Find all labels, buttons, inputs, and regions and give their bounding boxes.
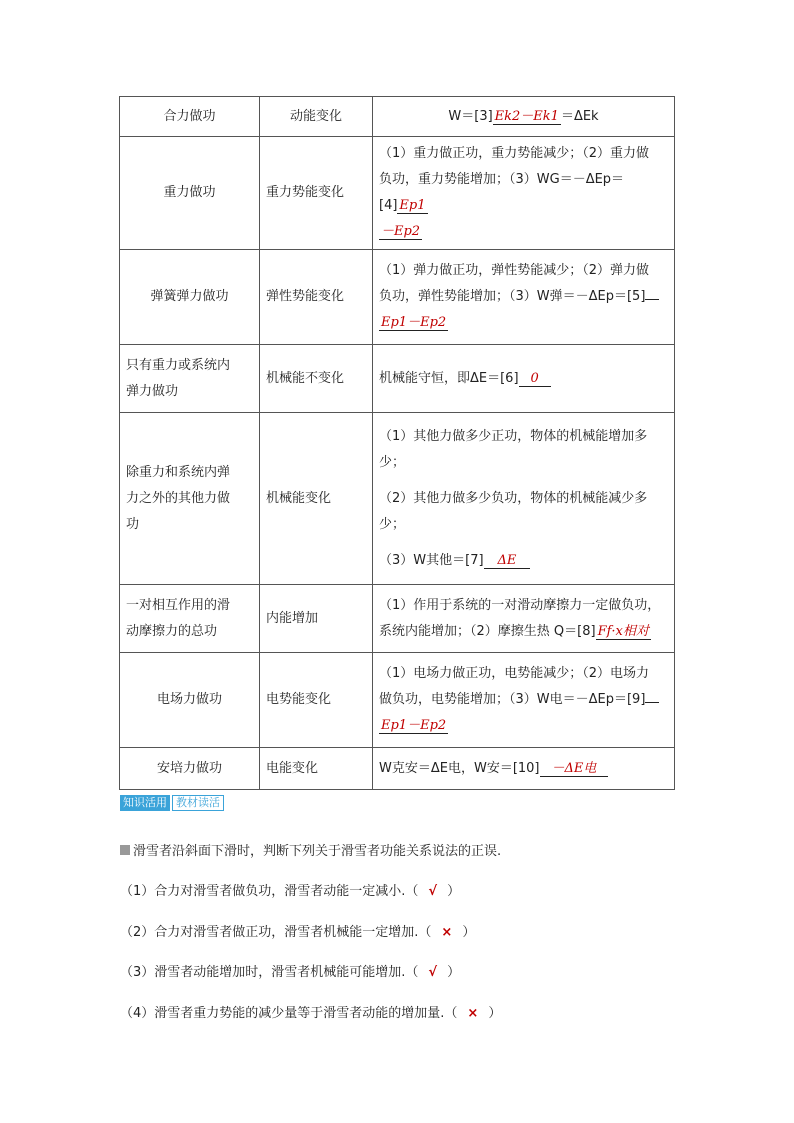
change-cell: 机械能变化 bbox=[260, 413, 373, 585]
answer-blank: －ΔE电 bbox=[540, 761, 609, 777]
relation-cell: （1）重力做正功，重力势能减少；（2）重力做 负功，重力势能增加；（3）WG＝－ΔEp＝[4] Ep1 －Ep2 bbox=[373, 137, 675, 250]
force-cell: 电场力做功 bbox=[120, 653, 260, 748]
list-item: （2）合力对滑雪者做正功，滑雪者机械能一定增加.（ × ） bbox=[120, 925, 476, 940]
answer-blank: Ep1－Ep2 bbox=[381, 315, 447, 330]
answer-blank: Ff·x相对 bbox=[597, 623, 649, 639]
list-item: （3）滑雪者动能增加时，滑雪者机械能可能增加.（ √ ） bbox=[120, 965, 461, 980]
table-row bbox=[120, 250, 675, 345]
question-stem: 滑雪者沿斜面下滑时，判断下列关于滑雪者功能关系说法的正误. bbox=[120, 842, 501, 862]
relation-cell: 机械能守恒，即ΔE＝[6] 0 bbox=[373, 345, 675, 413]
relation-cell: W克安＝ΔE电，W安＝[10] －ΔE电 bbox=[373, 748, 675, 790]
check-mark-icon: √ bbox=[428, 884, 438, 899]
question-number-icon bbox=[120, 845, 130, 855]
force-cell: 合力做功 bbox=[120, 97, 260, 137]
change-cell: 机械能不变化 bbox=[260, 345, 373, 413]
check-mark-icon: √ bbox=[428, 965, 438, 980]
change-cell: 电势能变化 bbox=[260, 653, 373, 748]
cross-mark-icon: × bbox=[441, 925, 453, 940]
relation-cell: W＝[3] Ek2－Ek1 ＝ΔEk bbox=[373, 97, 675, 137]
answer-blank: Ep1－Ep2 bbox=[381, 718, 447, 733]
table-row bbox=[120, 97, 675, 137]
change-cell: 重力势能变化 bbox=[260, 137, 373, 250]
table-row bbox=[120, 345, 675, 413]
relation-cell: （1）弹力做正功，弹性势能减少；（2）弹力做 负功，弹性势能增加；（3）W弹＝－ΔEp＝[5] Ep1－Ep2 bbox=[373, 250, 675, 345]
answer-blank: Ep1 bbox=[399, 198, 426, 213]
answer-blank: 0 bbox=[519, 371, 551, 387]
relation-cell: （1）其他力做多少正功，物体的机械能增加多 少； （2）其他力做多少负功，物体的机械能减少多 少； （3）W其他＝[7] ΔE bbox=[373, 413, 675, 585]
force-cell: 安培力做功 bbox=[120, 748, 260, 790]
change-cell: 动能变化 bbox=[260, 97, 373, 137]
table-row bbox=[120, 413, 675, 585]
tag-label-secondary: 教材读活 bbox=[172, 795, 224, 811]
relation-cell: （1）电场力做正功，电势能减少；（2）电场力 做负功，电势能增加；（3）W电＝－ΔEp＝[9] Ep1－Ep2 bbox=[373, 653, 675, 748]
force-cell: 弹簧弹力做功 bbox=[120, 250, 260, 345]
answer-blank: ΔE bbox=[484, 553, 531, 569]
force-cell: 只有重力或系统内 弹力做功 bbox=[120, 345, 260, 413]
answer-blank: －Ep2 bbox=[381, 224, 421, 239]
table-row bbox=[120, 137, 675, 250]
tag-label-primary: 知识活用 bbox=[120, 795, 170, 811]
list-item: （4）滑雪者重力势能的减少量等于滑雪者动能的增加量.（ × ） bbox=[120, 1006, 502, 1021]
table-row bbox=[120, 585, 675, 653]
list-item: （1）合力对滑雪者做负功，滑雪者动能一定减小.（ √ ） bbox=[120, 884, 461, 899]
force-cell: 一对相互作用的滑 动摩擦力的总功 bbox=[120, 585, 260, 653]
function-energy-table bbox=[119, 96, 675, 790]
table-row bbox=[120, 653, 675, 748]
relation-cell: （1）作用于系统的一对滑动摩擦力一定做负功， 系统内能增加；（2）摩擦生热 Q＝[8] Ff·x相对 bbox=[373, 585, 675, 653]
change-cell: 弹性势能变化 bbox=[260, 250, 373, 345]
change-cell: 电能变化 bbox=[260, 748, 373, 790]
section-tag bbox=[120, 795, 224, 811]
force-cell: 除重力和系统内弹 力之外的其他力做 功 bbox=[120, 413, 260, 585]
change-cell: 内能增加 bbox=[260, 585, 373, 653]
table-row bbox=[120, 748, 675, 790]
force-cell: 重力做功 bbox=[120, 137, 260, 250]
answer-blank: Ek2－Ek1 bbox=[494, 108, 559, 124]
cross-mark-icon: × bbox=[467, 1006, 479, 1021]
